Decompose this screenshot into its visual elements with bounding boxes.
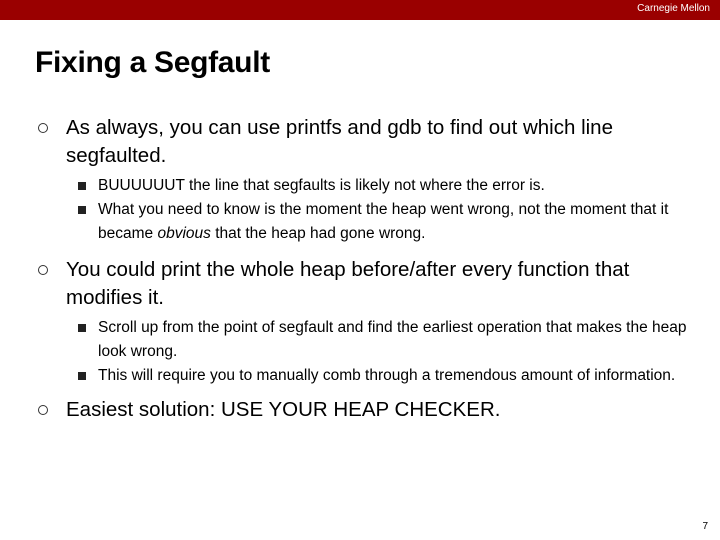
bullet-2 bbox=[38, 256, 688, 312]
square-bullet-icon bbox=[78, 372, 86, 380]
square-bullet-icon bbox=[78, 182, 86, 190]
bullet-1 bbox=[38, 114, 688, 170]
bullet-text: Easiest solution: USE YOUR HEAP CHECKER. bbox=[66, 398, 501, 421]
header-bar bbox=[0, 0, 720, 20]
sub-bullet-text: Scroll up from the point of segfault and find the earliest operation that makes the heap look wrong. bbox=[98, 319, 687, 360]
sub-bullet bbox=[38, 364, 688, 388]
sub-bullet-text: BUUUUUUT the line that segfaults is likely not where the error is. bbox=[98, 177, 545, 194]
circle-bullet-icon bbox=[38, 405, 48, 415]
sub-bullet-text: What you need to know is the moment the heap went wrong, not the moment that it became obvious that the heap had gone wrong. bbox=[98, 201, 669, 242]
square-bullet-icon bbox=[78, 324, 86, 332]
sub-bullet bbox=[38, 316, 688, 364]
slide-content bbox=[38, 114, 688, 424]
org-label: Carnegie Mellon bbox=[637, 3, 710, 14]
emphasis: obvious bbox=[157, 225, 211, 242]
sub-bullet-text: This will require you to manually comb through a tremendous amount of information. bbox=[98, 367, 676, 384]
sub-bullet bbox=[38, 198, 688, 246]
bullet-text: As always, you can use printfs and gdb to find out which line segfaulted. bbox=[66, 116, 613, 167]
circle-bullet-icon bbox=[38, 265, 48, 275]
page-number: 7 bbox=[702, 521, 708, 532]
bullet-3 bbox=[38, 396, 688, 424]
slide-title: Fixing a Segfault bbox=[35, 46, 270, 79]
square-bullet-icon bbox=[78, 206, 86, 214]
circle-bullet-icon bbox=[38, 123, 48, 133]
bullet-text: You could print the whole heap before/after every function that modifies it. bbox=[66, 258, 630, 309]
sub-bullets-1 bbox=[38, 174, 688, 246]
sub-bullet bbox=[38, 174, 688, 198]
sub-bullets-2 bbox=[38, 316, 688, 388]
